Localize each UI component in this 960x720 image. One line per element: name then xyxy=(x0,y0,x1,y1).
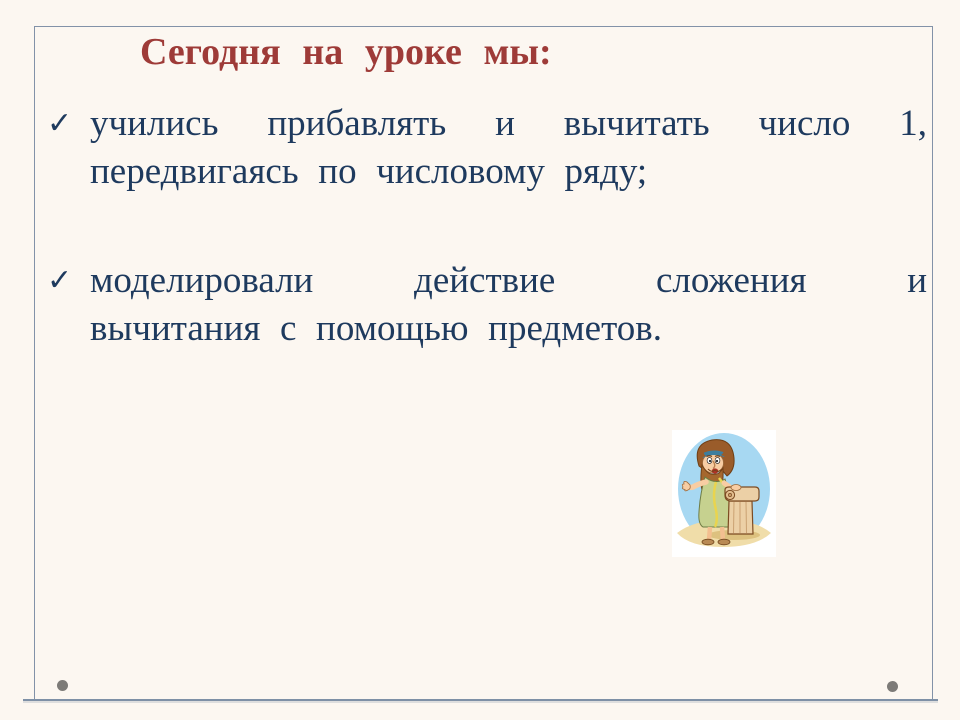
bullet-item-1 xyxy=(47,100,927,196)
footer-rule-line xyxy=(23,699,938,701)
bullet-text-block xyxy=(90,257,927,353)
bullet-text-block xyxy=(90,100,927,196)
slide-title: Сегодня на уроке мы: xyxy=(140,31,552,73)
clipart-svg xyxy=(672,430,776,557)
greek-man-column-clipart xyxy=(672,430,776,557)
bullet-item-2 xyxy=(47,257,927,353)
bullet-text-line: моделировали действие сложения и xyxy=(90,260,927,301)
bullet-text-line: учились прибавлять и вычитать число 1, xyxy=(90,103,927,144)
footer-dot-right xyxy=(887,681,898,692)
checkmark-icon: ✓ xyxy=(47,263,73,298)
checkmark-icon: ✓ xyxy=(47,106,73,141)
bullet-text-line: вычитания с помощью предметов. xyxy=(90,308,662,349)
footer-dot-left xyxy=(57,680,68,691)
bullet-text-line: передвигаясь по числовому ряду; xyxy=(90,151,648,192)
